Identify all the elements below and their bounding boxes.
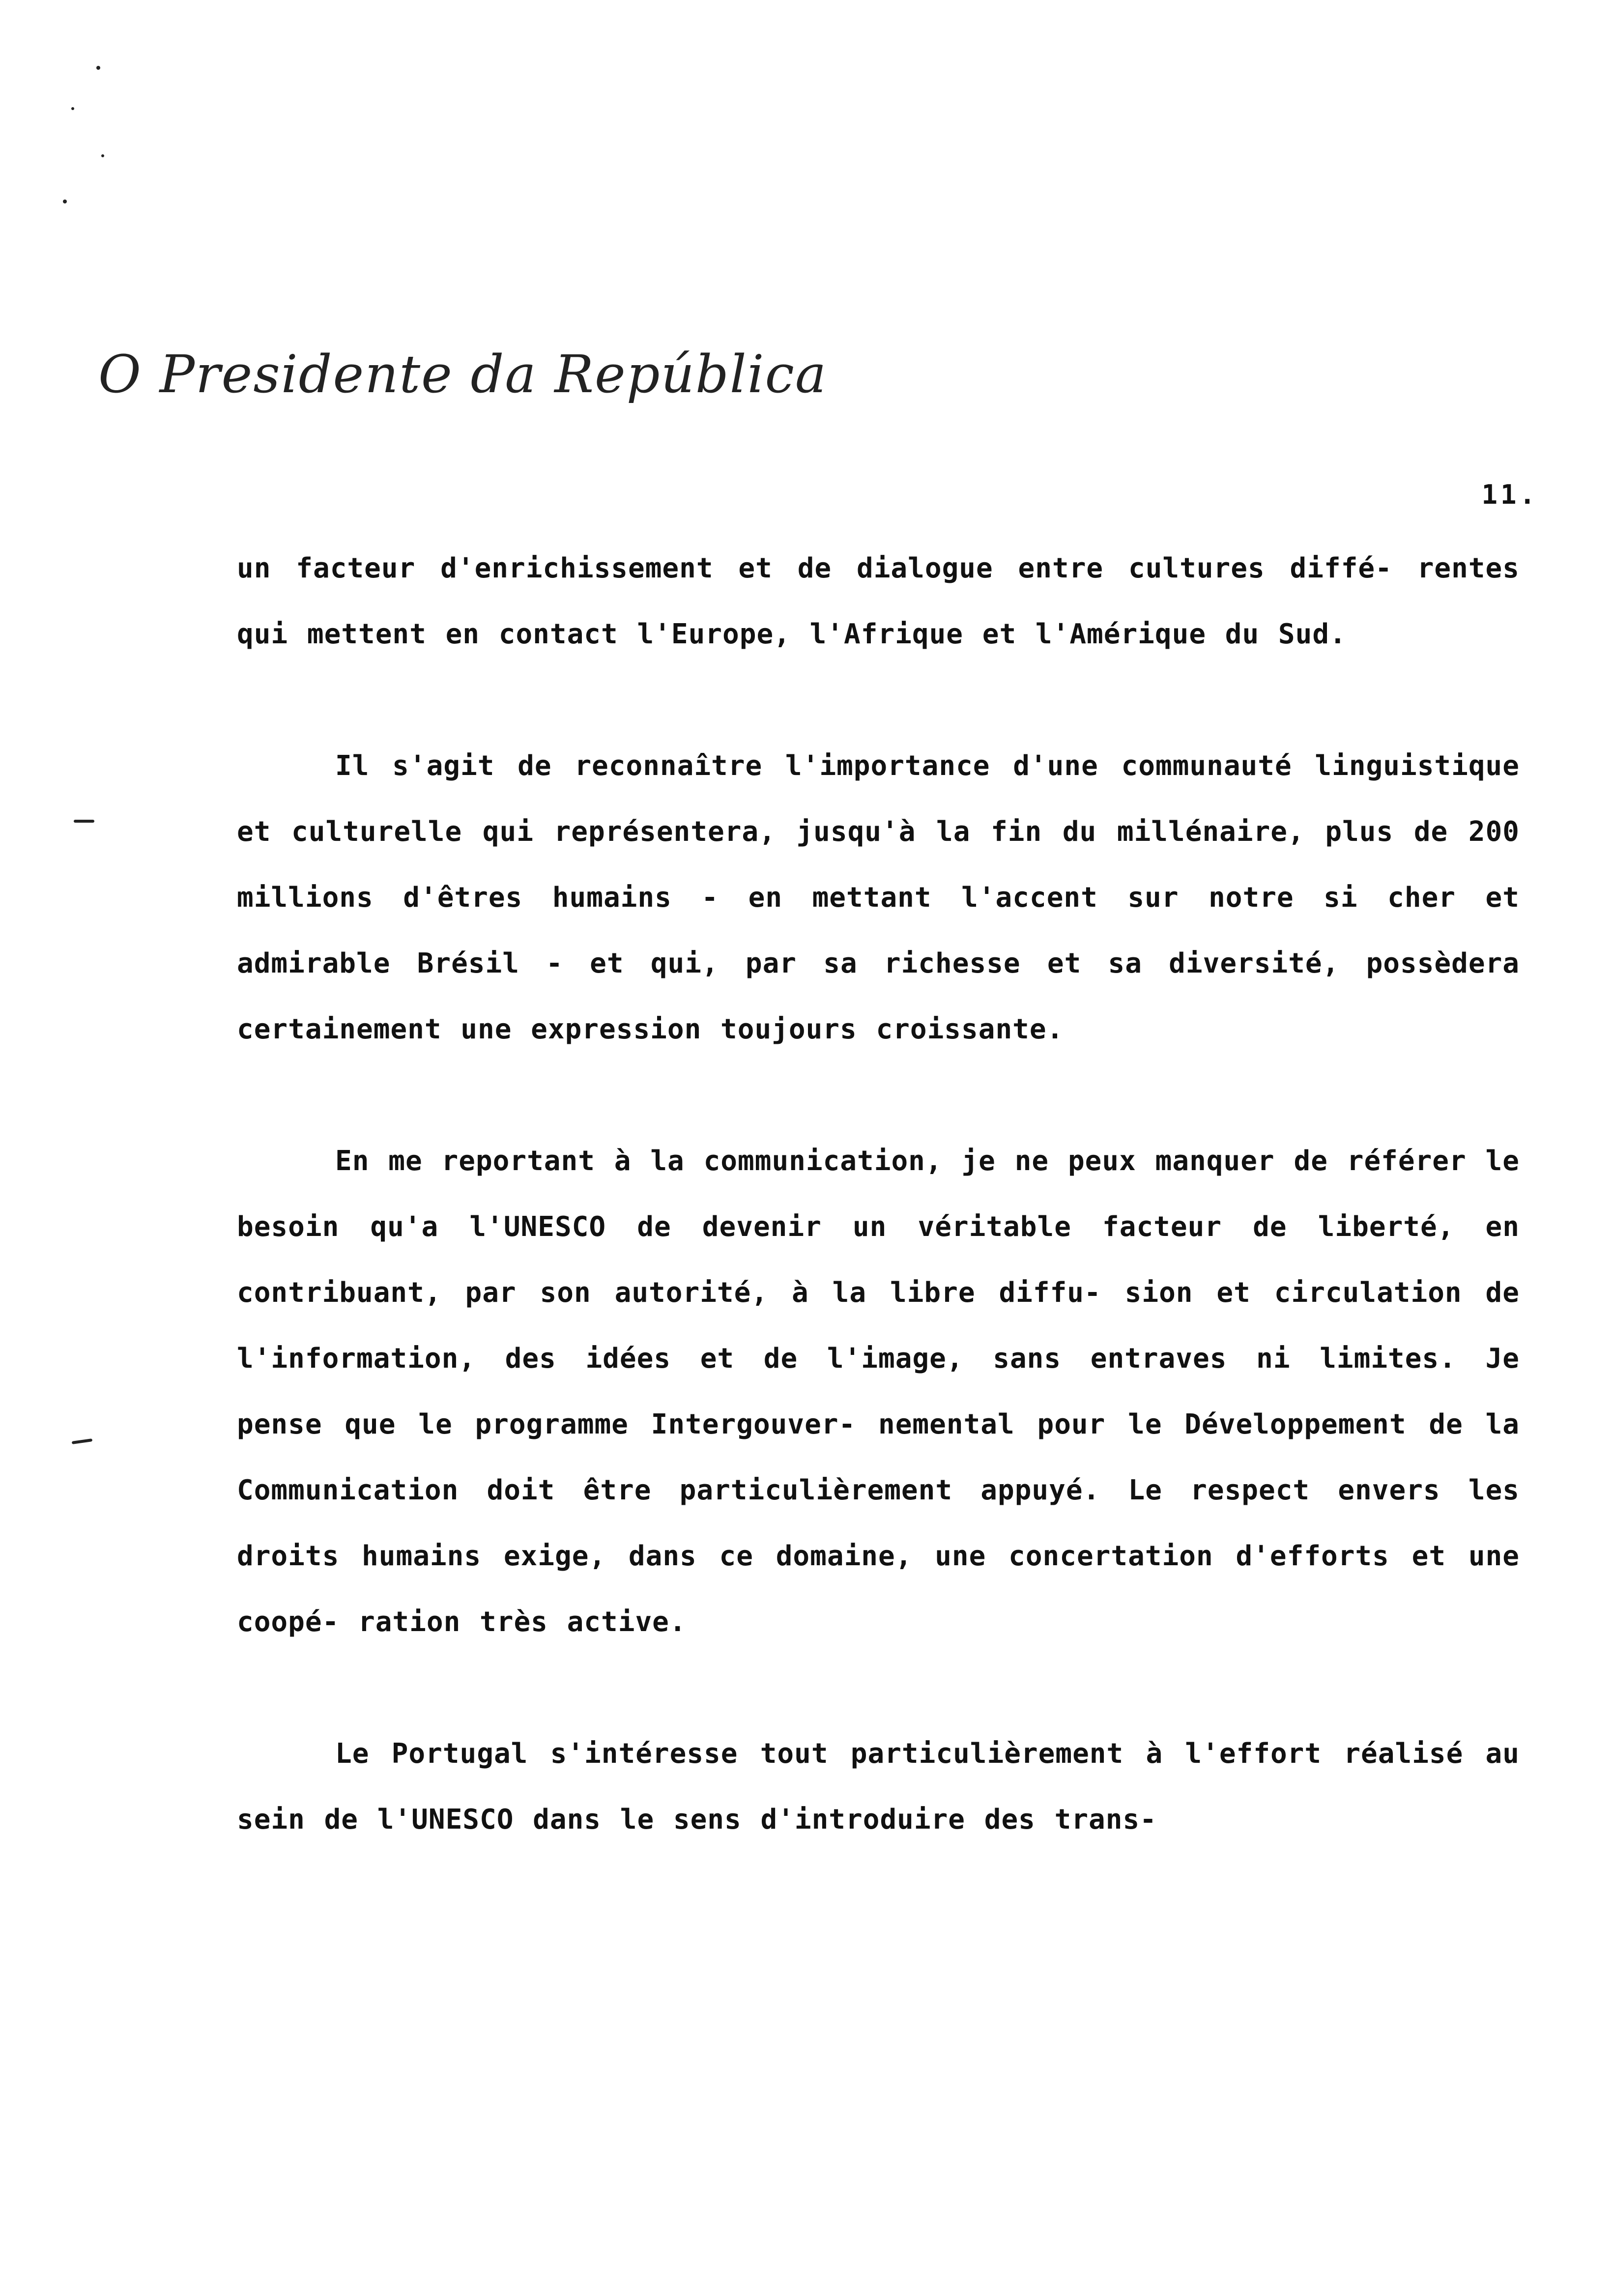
letterhead: O Presidente da República [98,344,828,404]
paragraph: En me reportant à la communication, je ne peux manquer de référer le besoin qu'a l'UNESCO de devenir un véritable facteur de liberté, en contribuant, par son autorité, à la libre diffu- sion et circulation de l'information, des idées et de l'image, sans entraves ni limites. Je pense que le programme Intergouver- nemental pour le Développement de la Communication doit être particulièrement appuyé. Le respect envers les droits humains exige, dans ce domaine, une concertation d'efforts et une coopé- ration très active. [237,1145,1520,1638]
paragraph: Il s'agit de reconnaître l'importance d'une communauté linguistique et culturelle qui représentera, jusqu'à la fin du millénaire, plus de 200 millions d'êtres humains - en mettant l'accent sur notre si cher et admirable Brésil - et qui, par sa richesse et sa diversité, possèdera certainement une expression toujours croissante. [237,750,1520,1045]
scan-speck [71,107,74,110]
page-number: 11. [1481,479,1538,510]
paragraph: un facteur d'enrichissement et de dialogue entre cultures diffé- rentes qui mettent en contact l'Europe, l'Afrique et l'Amérique du Sud. [237,552,1520,650]
paragraph: Le Portugal s'intéresse tout particulièrement à l'effort réalisé au sein de l'UNESCO dans le sens d'introduire des trans- [237,1738,1520,1836]
scan-speck [63,200,67,203]
body-text [237,536,1520,1853]
margin-mark [72,1438,92,1444]
margin-mark [74,820,94,823]
scan-speck [101,154,104,157]
scan-speck [96,66,100,70]
